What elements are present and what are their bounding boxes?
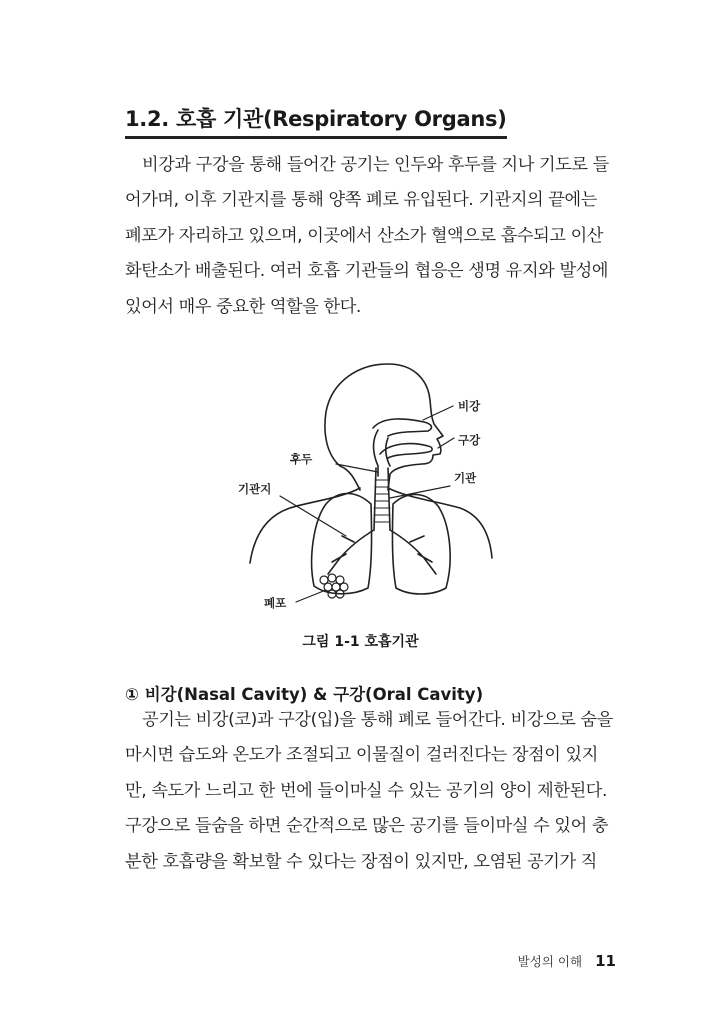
label-oral-cavity: 구강 (458, 433, 481, 447)
paragraph-line: 만, 속도가 느리고 한 번에 들이마실 수 있는 공기의 양이 제한된다. (125, 780, 608, 801)
subsection-heading: ① 비강(Nasal Cavity) & 구강(Oral Cavity) (125, 685, 484, 704)
paragraph-line: 공기는 비강(코)과 구강(입)을 통해 폐로 들어간다. 비강으로 숨을 (142, 710, 613, 730)
label-bronchi: 기관지 (238, 482, 272, 496)
paragraph-line: 마시면 습도와 온도가 조절되고 이물질이 걸러진다는 장점이 있지 (125, 745, 598, 766)
paragraph-line: 비강과 구강을 통해 들어간 공기는 인두와 후두를 지나 기도로 들 (142, 155, 609, 175)
section-heading (125, 103, 507, 139)
leader-line-alveoli (296, 590, 326, 602)
leader-line-larynx (336, 464, 378, 472)
pharynx-back (386, 438, 390, 466)
intro-paragraph (125, 148, 609, 325)
label-alveoli: 폐포 (264, 596, 287, 610)
label-larynx: 후두 (290, 452, 313, 466)
head-outline (325, 364, 443, 490)
page-footer (518, 951, 616, 970)
leader-line-oral (438, 438, 454, 448)
bronchus-right (390, 530, 436, 574)
right-lung (392, 494, 450, 594)
alveoli-cluster (320, 574, 348, 598)
bronchus-left (328, 530, 374, 574)
paragraph-line: 폐포가 자리하고 있으며, 이곳에서 산소가 혈액으로 흡수되고 이산 (125, 225, 603, 246)
page-number: 11 (595, 952, 616, 970)
paragraph-line: 분한 호흡량을 확보할 수 있다는 장점이 있지만, 오염된 공기가 직 (125, 851, 597, 872)
paragraph-line: 어가며, 이후 기관지를 통해 양쪽 폐로 유입된다. 기관지의 끝에는 (125, 190, 597, 211)
footer-book-title: 발성의 이해 (517, 954, 583, 969)
paragraph-line: 있어서 매우 중요한 역할을 한다. (125, 296, 361, 317)
body-paragraph (125, 703, 613, 880)
respiratory-organs-diagram (228, 358, 508, 618)
torso-outline-right (388, 488, 492, 558)
leader-line-nasal (423, 406, 453, 420)
trachea-left (374, 468, 376, 530)
oral-cavity-shape (380, 444, 432, 458)
paragraph-line: 화탄소가 배출된다. 여러 호흡 기관들의 협응은 생명 유지와 발성에 (125, 261, 609, 282)
heading-underline (125, 136, 507, 139)
paragraph-line: 구강으로 들숨을 하면 순간적으로 많은 공기를 들이마실 수 있어 충 (125, 816, 609, 837)
nasal-cavity-shape (373, 419, 431, 436)
section-heading-text: 1.2. 호흡 기관(Respiratory Organs) (125, 107, 507, 131)
label-trachea: 기관 (454, 471, 477, 485)
figure-caption: 그림 1-1 호흡기관 (302, 634, 419, 650)
torso-outline (250, 488, 360, 563)
label-nasal-cavity: 비강 (458, 399, 481, 413)
